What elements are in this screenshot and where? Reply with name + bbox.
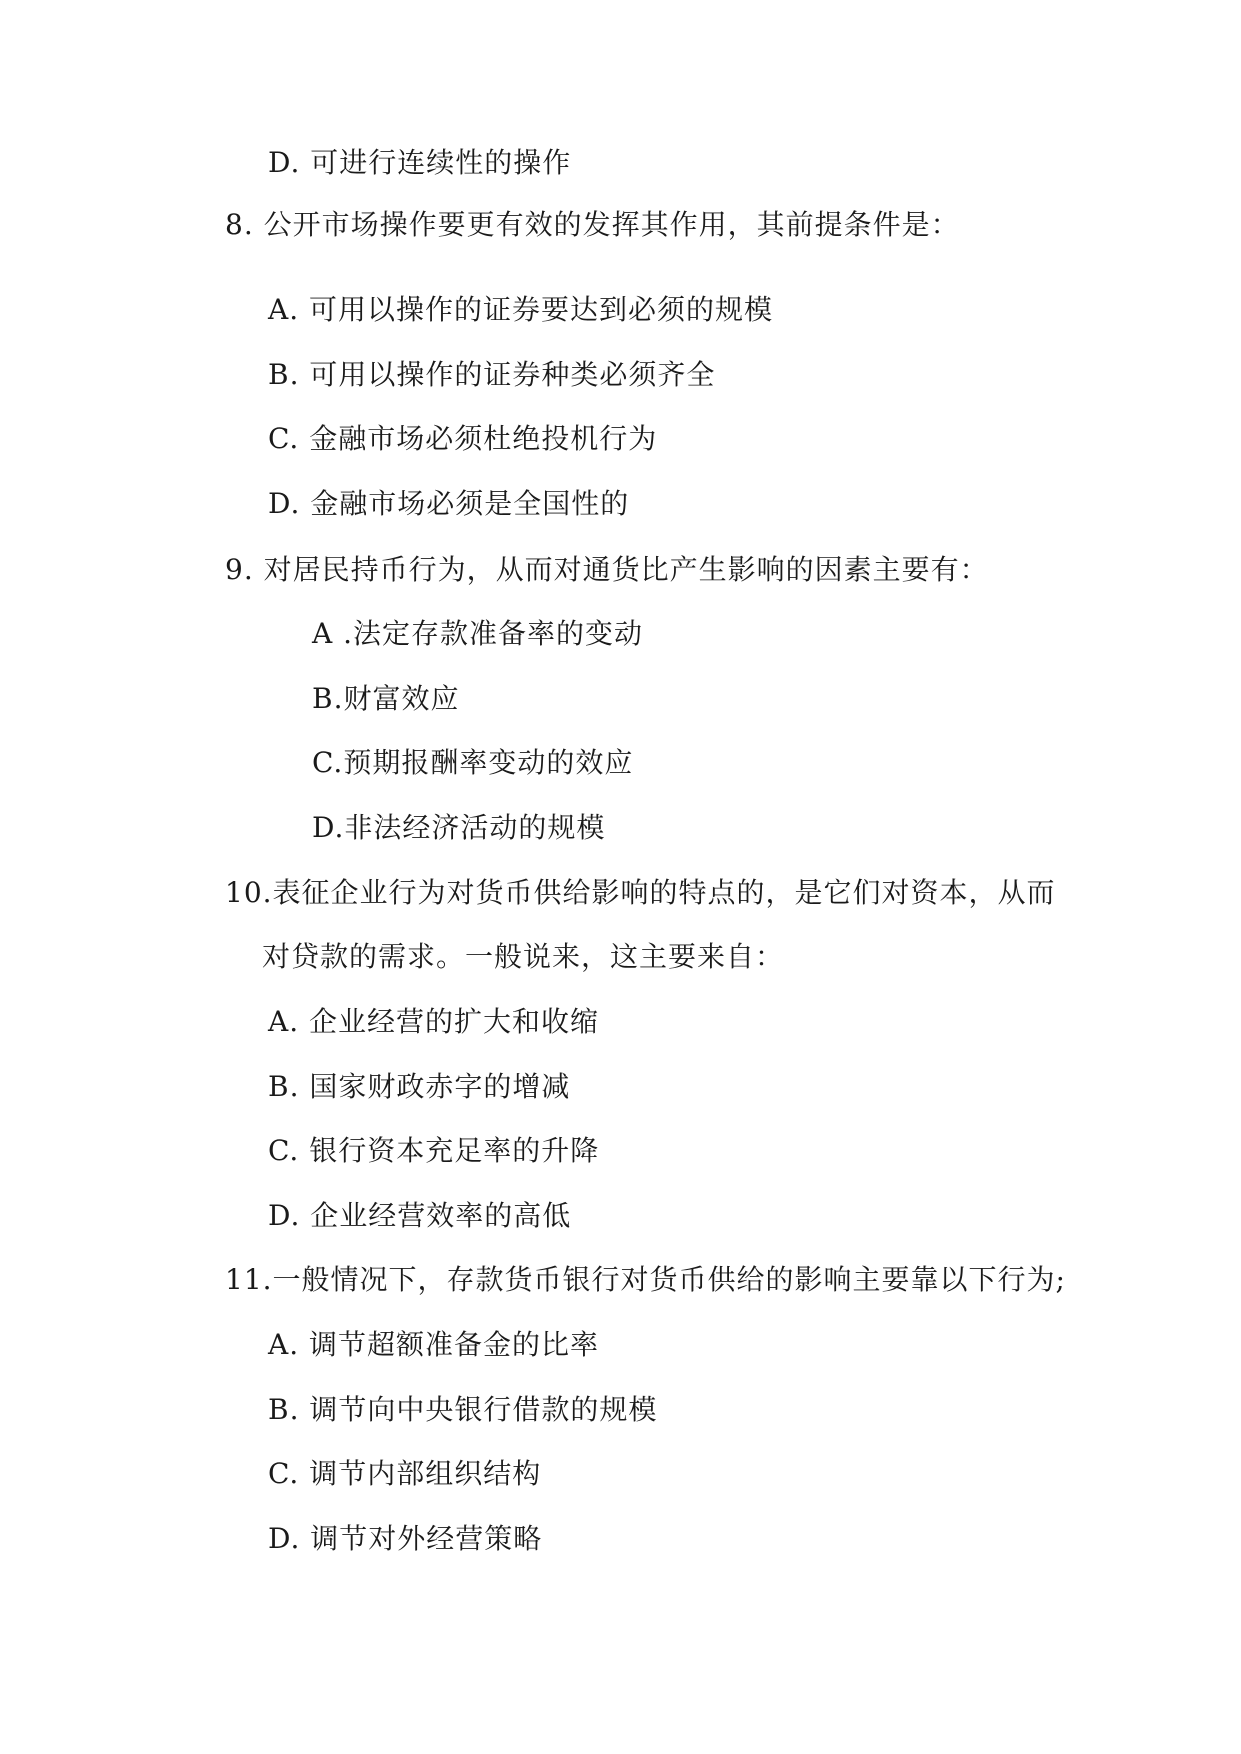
q10-option-d: D. 企业经营效率的高低 (268, 1199, 572, 1232)
q11-option-b: B. 调节向中央银行借款的规模 (268, 1393, 658, 1426)
q8-option-d: D. 金融市场必须是全国性的 (268, 487, 630, 520)
q9-option-a: A .法定存款准备率的变动 (312, 617, 644, 650)
q11-option-a: A. 调节超额准备金的比率 (268, 1328, 600, 1361)
q11-option-d: D. 调节对外经营策略 (268, 1522, 543, 1555)
q10-question-line2: 对贷款的需求。一般说来，这主要来自： (262, 940, 785, 973)
q9-option-d: D.非法经济活动的规模 (312, 811, 606, 844)
q10-question-line1: 10.表征企业行为对货币供给影响的特点的，是它们对资本，从而 (225, 876, 1056, 909)
q8-option-b: B. 可用以操作的证券种类必须齐全 (268, 358, 716, 391)
q9-option-c: C.预期报酬率变动的效应 (312, 746, 634, 779)
q8-question: 8. 公开市场操作要更有效的发挥其作用，其前提条件是： (225, 208, 960, 241)
q10-option-b: B. 国家财政赤字的增减 (268, 1070, 571, 1103)
q9-question: 9. 对居民持币行为，从而对通货比产生影响的因素主要有： (225, 553, 989, 586)
q10-option-c: C. 银行资本充足率的升降 (268, 1134, 600, 1167)
q11-option-c: C. 调节内部组织结构 (268, 1457, 542, 1490)
q11-question: 11.一般情况下，存款货币银行对货币供给的影响主要靠以下行为; (225, 1263, 1066, 1296)
q10-option-a: A. 企业经营的扩大和收缩 (268, 1005, 600, 1038)
q8-option-c: C. 金融市场必须杜绝投机行为 (268, 422, 658, 455)
q8-option-a: A. 可用以操作的证券要达到必须的规模 (268, 293, 774, 326)
q9-option-b: B.财富效应 (312, 682, 460, 715)
q7-option-d: D. 可进行连续性的操作 (268, 146, 572, 179)
